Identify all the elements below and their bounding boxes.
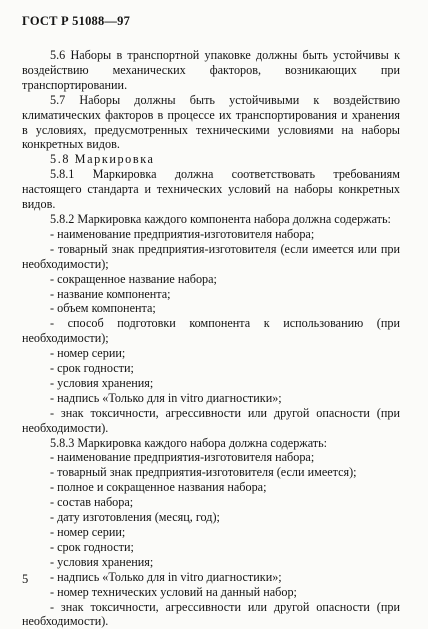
- document-header: ГОСТ Р 51088—97: [22, 14, 131, 28]
- list-item: - надпись «Только для in vitro диагностики»;: [50, 569, 282, 584]
- section-title-5-8: 5.8 Маркировка: [50, 152, 155, 167]
- list-item: - полное и сокращенное названия набора;: [50, 480, 267, 495]
- list-item: - название компонента;: [50, 286, 171, 301]
- list-item: - срок годности;: [50, 361, 134, 376]
- list-item: - номер серии;: [50, 525, 126, 539]
- list-item: - наименование предприятия-изготовителя набора;: [50, 450, 315, 465]
- list-item: - знак токсичности, агрессивности или другой опасности (при необходимости).: [22, 405, 400, 435]
- list-item: - объем компонента;: [50, 301, 156, 316]
- list-item: - дату изготовления (месяц, год);: [50, 510, 220, 525]
- list-item: - срок годности;: [50, 539, 134, 554]
- list-item: - наименование предприятия-изготовителя набора;: [50, 226, 315, 241]
- list-item: - номер технических условий на данный набор;: [50, 584, 297, 599]
- list-item: - товарный знак предприятия-изготовителя (если имеется);: [50, 465, 357, 480]
- document-body: [22, 48, 400, 629]
- paragraph-5-7: 5.7 Наборы должны быть устойчивыми к воздействию климатических факторов в процессе их транспортирования и хранения в условиях, предусмотренных техническими условиями на наборы конкретных видов.: [22, 92, 400, 152]
- paragraph-5-6: 5.6 Наборы в транспортной упаковке должны быть устойчивы к воздействию механических факторов, возникающих при транспортировании.: [22, 48, 400, 92]
- page-number: 5: [22, 572, 29, 586]
- list-item: - сокращенное название набора;: [50, 271, 217, 286]
- list-item: - надпись «Только для in vitro диагностики»;: [50, 390, 282, 405]
- paragraph-5-8-1: 5.8.1 Маркировка должна соответствовать требованиям настоящего стандарта и технических условий на наборы конкретных видов.: [22, 167, 400, 212]
- list-item: - товарный знак предприятия-изготовителя (если имеется или при необходимости);: [22, 241, 400, 271]
- list-item: - способ подготовки компонента к использованию (при необходимости);: [22, 316, 400, 346]
- paragraph-5-8-3: 5.8.3 Маркировка каждого набора должна содержать:: [50, 435, 328, 450]
- list-item: - состав набора;: [50, 495, 134, 510]
- list-item: - знак токсичности, агрессивности или другой опасности (при необходимости).: [22, 599, 400, 629]
- list-item: - условия хранения;: [50, 375, 154, 390]
- paragraph-5-8-2: 5.8.2 Маркировка каждого компонента набора должна содержать:: [50, 211, 391, 226]
- list-item: - номер серии;: [50, 346, 126, 361]
- list-item: - условия хранения;: [50, 554, 154, 569]
